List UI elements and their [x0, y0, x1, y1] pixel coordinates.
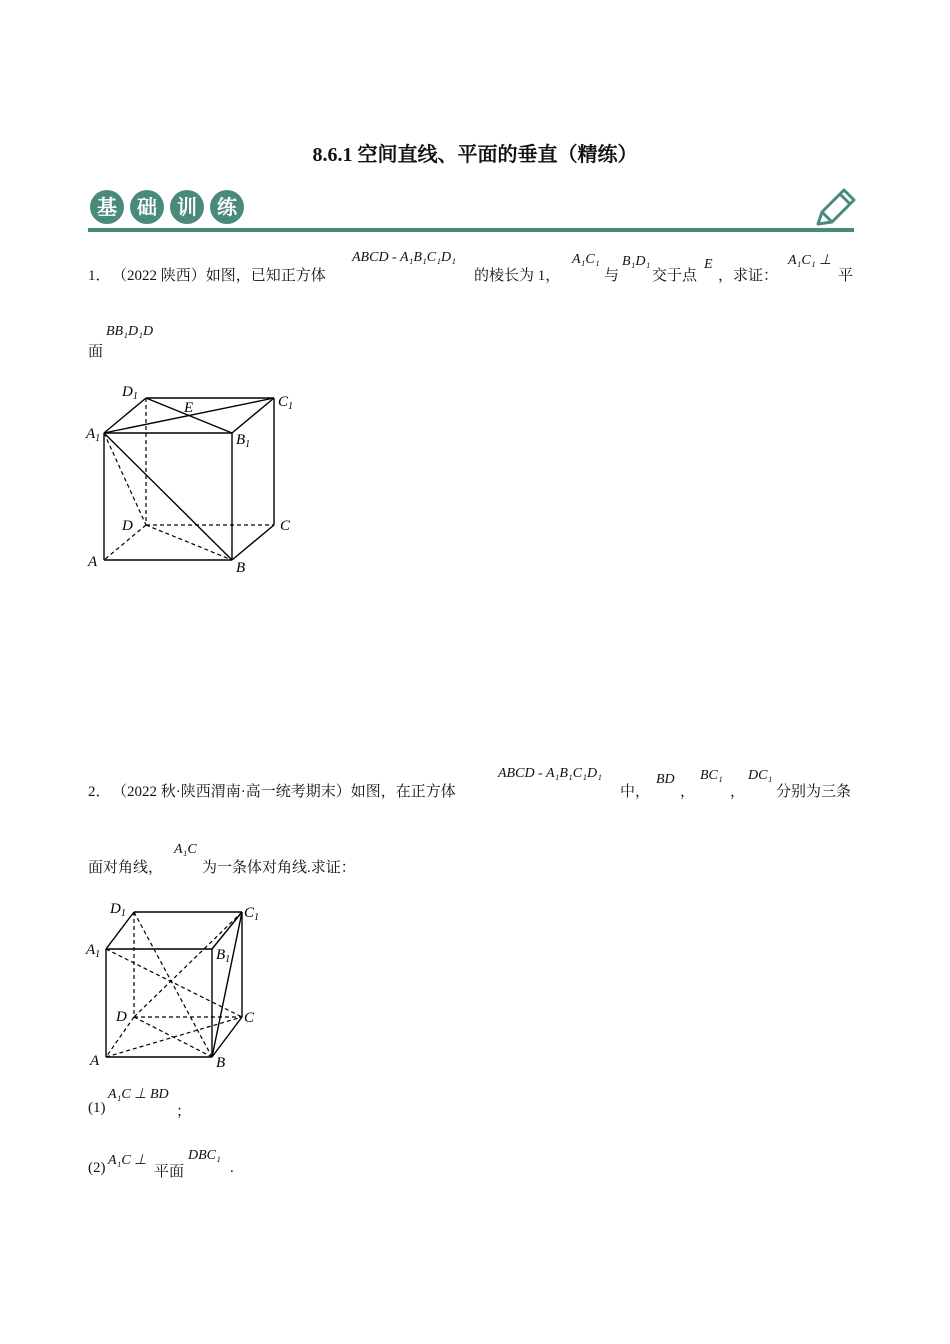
q1-math: A₁C₁ [572, 252, 600, 267]
q2-text: 面对角线， [88, 860, 164, 876]
label-D: D [116, 1009, 127, 1025]
label-C1: $C_1$ [278, 394, 294, 412]
section-banner [88, 190, 858, 234]
q2-part2-number: (2) [88, 1160, 106, 1176]
label-C1: $C_1$ [244, 905, 260, 923]
label-E: E [184, 400, 194, 416]
q2-part2-end: . [230, 1160, 234, 1176]
q2-part1-number: (1) [88, 1100, 106, 1116]
q2-text: 为一条体对角线.求证： [202, 860, 356, 876]
q1-text: 交于点 [652, 268, 698, 284]
q1-number: 1． [88, 268, 111, 284]
q1-text: 面 [88, 344, 104, 360]
label-C: C [280, 518, 291, 534]
label-B: B [236, 560, 246, 576]
q1-text: 与 [604, 268, 620, 284]
q2-text: ， [730, 784, 746, 800]
label-C: C [244, 1010, 255, 1026]
q2-part2-math: DBC₁ [188, 1148, 221, 1163]
label-D: D [122, 518, 133, 534]
q2-math: BD [656, 772, 675, 787]
q1-math-cube: ABCD - A₁B₁C₁D₁ [352, 250, 456, 265]
q1-math: B₁D₁ [622, 254, 651, 269]
banner-char: 础 [130, 190, 164, 224]
label-B: B [216, 1055, 226, 1071]
q1-text: （2022 陕西）如图，已知正方体 [112, 268, 326, 284]
pencil-icon [812, 184, 858, 230]
label-A: A [90, 1053, 100, 1069]
q2-part1-math: A₁C ⊥ BD [108, 1087, 169, 1102]
q2-text: 分别为三条 [776, 784, 852, 800]
q2-part2-text: 平面 [154, 1164, 185, 1180]
q1-math: E [704, 257, 713, 272]
banner-char: 训 [170, 190, 204, 224]
q1-text: ，求证： [718, 268, 779, 284]
q2-math: A₁C [174, 842, 197, 857]
q1-text: 平 [838, 268, 854, 284]
label-D1: $D_1$ [122, 384, 138, 402]
label-D1: $D_1$ [110, 901, 126, 919]
label-A1: $A_1$ [86, 942, 101, 960]
banner-rule [88, 228, 854, 232]
q2-math: BC₁ [700, 768, 723, 783]
q2-part1-end: ； [176, 1104, 192, 1120]
label-A1: $A_1$ [86, 426, 101, 444]
q1-text: 的棱长为 1， [474, 268, 561, 284]
q2-part2-math: A₁C ⊥ [108, 1153, 147, 1168]
q2-math: DC₁ [748, 768, 773, 783]
q2-cube-figure [84, 895, 274, 1075]
q1-cube-figure [84, 378, 304, 578]
q2-text: 中， [620, 784, 651, 800]
q1-math: A₁C₁ ⊥ [788, 253, 832, 268]
label-A: A [88, 554, 98, 570]
q2-math-cube: ABCD - A₁B₁C₁D₁ [498, 766, 602, 781]
label-B1: $B_1$ [216, 947, 231, 965]
q2-text: ， [680, 784, 696, 800]
q2-number: 2． [88, 784, 111, 800]
page-title: 8.6.1 空间直线、平面的垂直（精练） [312, 144, 638, 166]
q2-text: （2022 秋·陕西渭南·高一统考期末）如图，在正方体 [112, 784, 456, 800]
banner-char: 练 [210, 190, 244, 224]
q1-math: BB₁D₁D [106, 324, 154, 339]
label-B1: $B_1$ [236, 432, 251, 450]
banner-char: 基 [90, 190, 124, 224]
